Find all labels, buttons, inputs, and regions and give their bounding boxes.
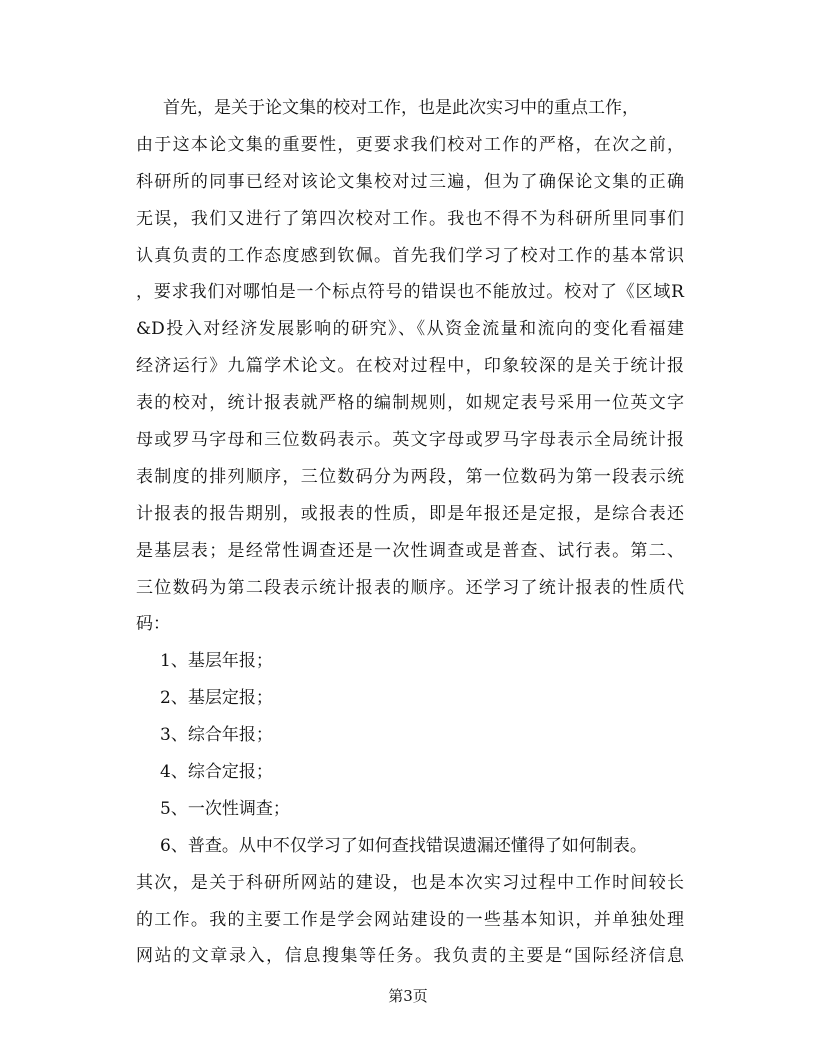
text-line: ，要求我们对哪怕是一个标点符号的错误也不能放过。校对了《区域R [136,282,684,303]
text-line: 母或罗马字母和三位数码表示。英文字母或罗马字母表示全局统计报 [136,430,684,451]
text-line: 其次，是关于科研所网站的建设，也是本次实习过程中工作时间较长 [136,872,684,893]
text-line: 三位数码为第二段表示统计报表的顺序。还学习了统计报表的性质代 [136,577,684,598]
text-line: 表的校对，统计报表就严格的编制规则，如规定表号采用一位英文字 [136,393,684,414]
text-line: 的工作。我的主要工作是学会网站建设的一些基本知识，并单独处理 [136,909,684,930]
text-line: 网站的文章录入，信息搜集等任务。我负责的主要是“国际经济信息 [136,946,684,967]
code-list [136,643,684,827]
text-line: 无误，我们又进行了第四次校对工作。我也不得不为科研所里同事们 [136,208,684,229]
text-line: 6、普查。从中不仅学习了如何查找错误遗漏还懂得了如何制表。 [160,835,647,856]
text-line: &D投入对经济发展影响的研究》、《从资金流量和流向的变化看福建 [136,319,684,340]
document-body [136,90,684,975]
paragraph-1 [136,90,684,643]
list-item: 3、综合年报； [160,725,273,746]
list-item: 5、一次性调查； [160,798,290,819]
page-number: 第3页 [388,987,428,1005]
text-line: 表制度的排列顺序，三位数码分为两段，第一位数码为第一段表示统 [136,466,684,487]
text-line: 认真负责的工作态度感到钦佩。首先我们学习了校对工作的基本常识 [136,245,684,266]
list-item: 4、综合定报； [160,762,273,783]
text-line: 首先，是关于论文集的校对工作，也是此次实习中的重点工作， [163,98,639,118]
text-line: 经济运行》九篇学术论文。在校对过程中，印象较深的是关于统计报 [136,356,684,377]
text-line: 科研所的同事已经对该论文集校对过三遍，但为了确保论文集的正确 [136,171,684,192]
text-line: 码： [136,614,170,635]
text-line: 计报表的报告期别，或报表的性质，即是年报还是定报，是综合表还 [136,503,684,524]
text-line: 由于这本论文集的重要性，更要求我们校对工作的严格，在次之前， [136,134,684,155]
list-item: 1、基层年报； [160,651,273,672]
text-line: 是基层表；是经常性调查还是一次性调查或是普查、试行表。第二、 [136,540,684,561]
list-item: 2、基层定报； [160,688,273,709]
paragraph-2 [136,828,684,976]
